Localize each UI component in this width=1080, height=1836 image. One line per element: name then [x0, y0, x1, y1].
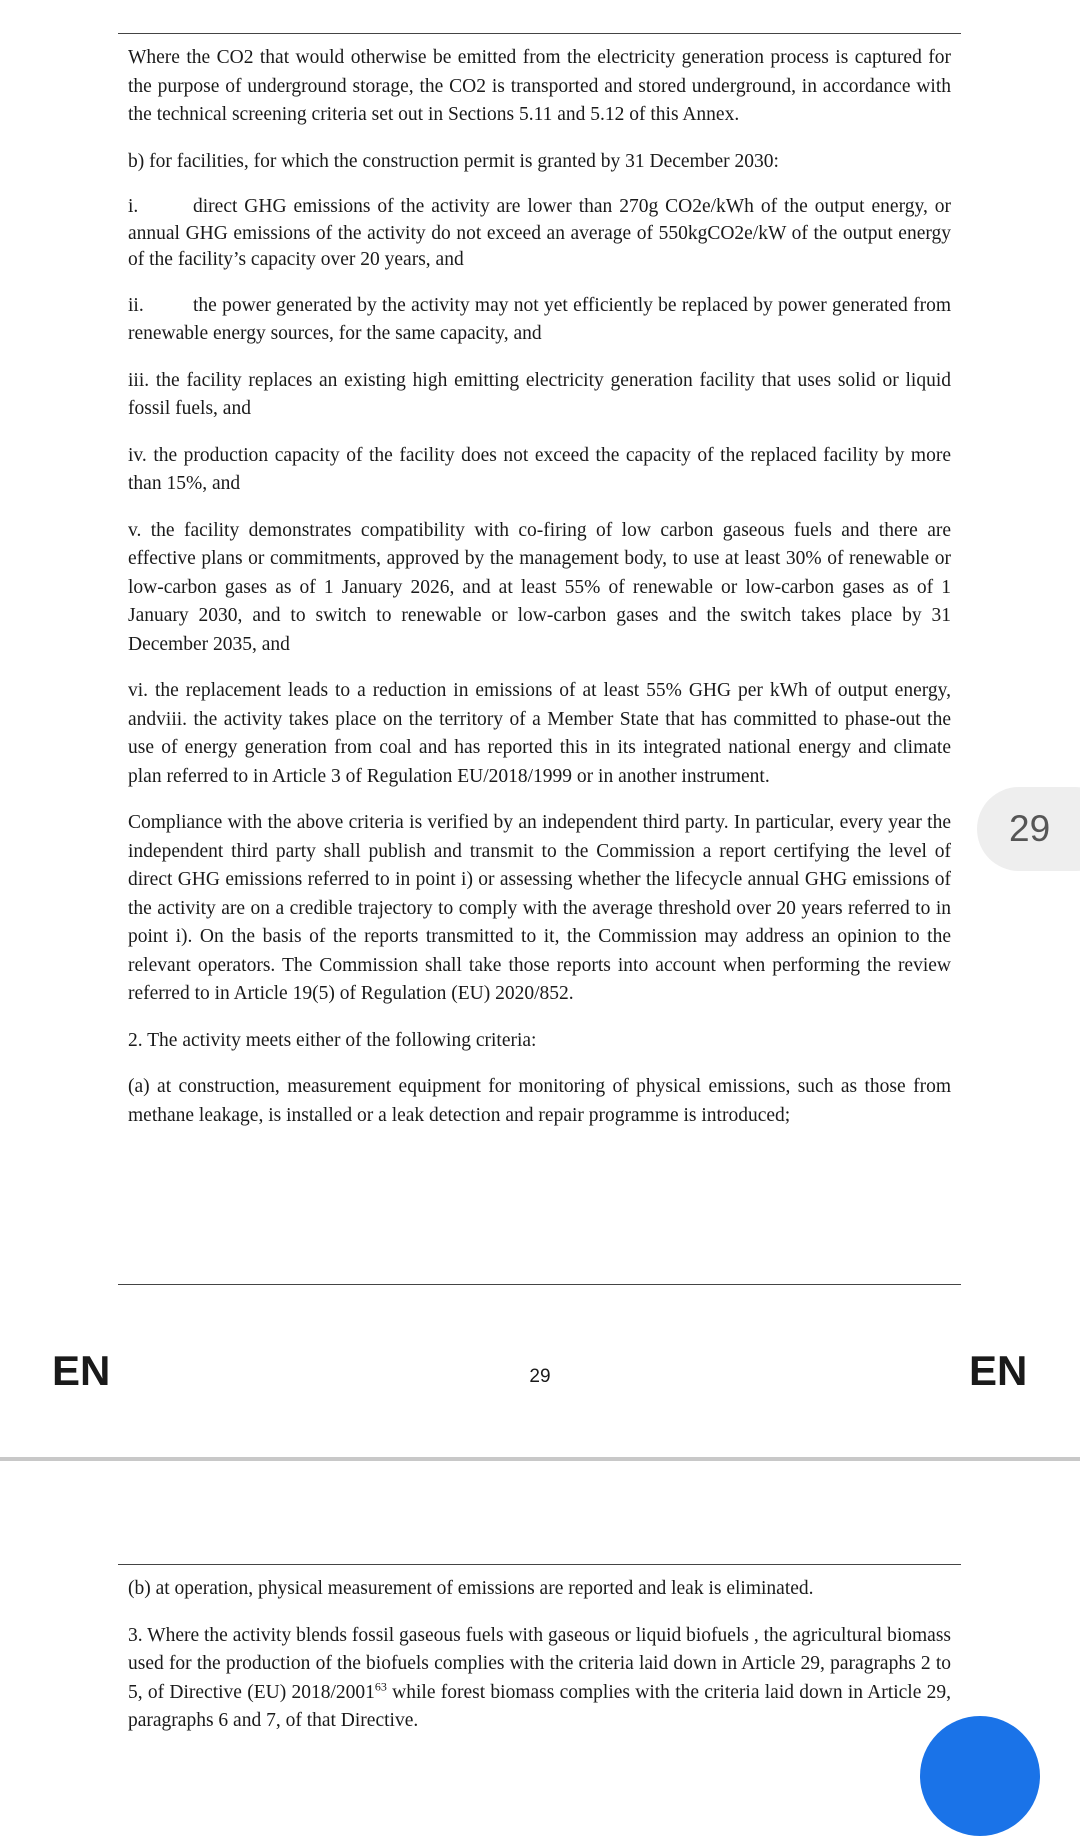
page-body [128, 44, 951, 1148]
footer-language-right: EN [969, 1347, 1028, 1394]
paragraph-criteria-2: 2. The activity meets either of the following criteria: [128, 1029, 537, 1051]
list-item-vi: vi. the replacement leads to a reduction in emissions of at least 55% GHG per kWh of output energy, andviii. the activity takes place on the territory of a Member State that has committed to phase-out the use of energy generation from coal and has reported this in its integrated national energy and climate plan referred to in Article 3 of Regulation EU/2018/1999 or in another instrument. [128, 680, 951, 787]
paragraph-compliance: Compliance with the above criteria is verified by an independent third party. In particular, every year the independent third party shall publish and transmit to the Commission a report certifying the level of direct GHG emissions referred to in point i) or assessing whether the lifecycle annual GHG emissions of the activity are on a credible trajectory to comply with the average threshold over 20 years referred to in point i). On the basis of the reports transmitted to it, the Commission may address an opinion to the relevant operators. The Commission shall take those reports into account when performing the review referred to in Article 19(5) of Regulation (EU) 2020/852. [128, 812, 951, 1004]
floating-action-button[interactable] [920, 1716, 1040, 1836]
list-item-iii: iii. the facility replaces an existing high emitting electricity generation facility that uses solid or liquid fossil fuels, and [128, 369, 951, 419]
list-text: direct GHG emissions of the activity are lower than 270g CO2e/kWh of the output energy, or annual GHG emissions of the activity do not exceed an average of 550kgCO2e/kW of the output energy of the facility’s capacity over 20 years, and [128, 196, 951, 270]
page-top-rule [118, 1564, 961, 1565]
list-number: ii. [128, 294, 144, 316]
paragraph-criteria-2b: (b) at operation, physical measurement of emissions are reported and leak is eliminated. [128, 1578, 814, 1599]
page-bottom-rule [118, 1284, 961, 1285]
paragraph-criteria-3 [128, 1622, 951, 1736]
list-number: i. [128, 196, 139, 217]
paragraph-ccs-storage: Where the CO2 that would otherwise be emitted from the electricity generation process is captured for the purpose of underground storage, the CO2 is transported and stored underground, in accordance with the technical screening criteria set out in Sections 5.11 and 5.12 of this Annex. [128, 47, 951, 125]
list-item-iv: iv. the production capacity of the facility does not exceed the capacity of the replaced facility by more than 15%, and [128, 444, 951, 494]
list-item-ii [128, 292, 951, 349]
paragraph-text: while forest biomass complies with the criteria laid down in Article 29, paragraphs 6 and 7, of that Directive. [128, 1681, 952, 1731]
page-top-rule [118, 33, 961, 34]
list-text: the power generated by the activity may not yet efficiently be replaced by power generated from renewable energy sources, for the same capacity, and [128, 294, 951, 344]
page-body [128, 1575, 951, 1754]
footer-language-left: EN [52, 1347, 111, 1394]
footnote-reference[interactable]: 63 [374, 1679, 387, 1693]
page-indicator-badge[interactable]: 29 [977, 787, 1080, 871]
paragraph-criteria-2a: (a) at construction, measurement equipment for monitoring of physical emissions, such as those from methane leakage, is installed or a leak detection and repair programme is introduced; [128, 1076, 951, 1126]
paragraph-text: 3. Where the activity blends fossil gaseous fuels with gaseous or liquid biofuels , the agricultural biomass used for the production of the biofuels complies with the criteria laid down in Article 29, paragraphs 2 to 5, of Directive (EU) 2018/2001 [128, 1624, 951, 1703]
list-item-i [128, 194, 951, 274]
page-separator [0, 1457, 1080, 1461]
footer-page-number: 29 [529, 1366, 551, 1387]
paragraph-facilities-permit: b) for facilities, for which the construction permit is granted by 31 December 2030: [128, 150, 779, 172]
list-item-v: v. the facility demonstrates compatibility with co-firing of low carbon gaseous fuels and there are effective plans or commitments, approved by the management body, to use at least 30% of renewable or low-carbon gases as of 1 January 2026, and at least 55% of renewable or low-carbon gases as of 1 January 2030, and to switch to renewable or low-carbon gases and the switch takes place by 31 December 2035, and [128, 519, 951, 655]
